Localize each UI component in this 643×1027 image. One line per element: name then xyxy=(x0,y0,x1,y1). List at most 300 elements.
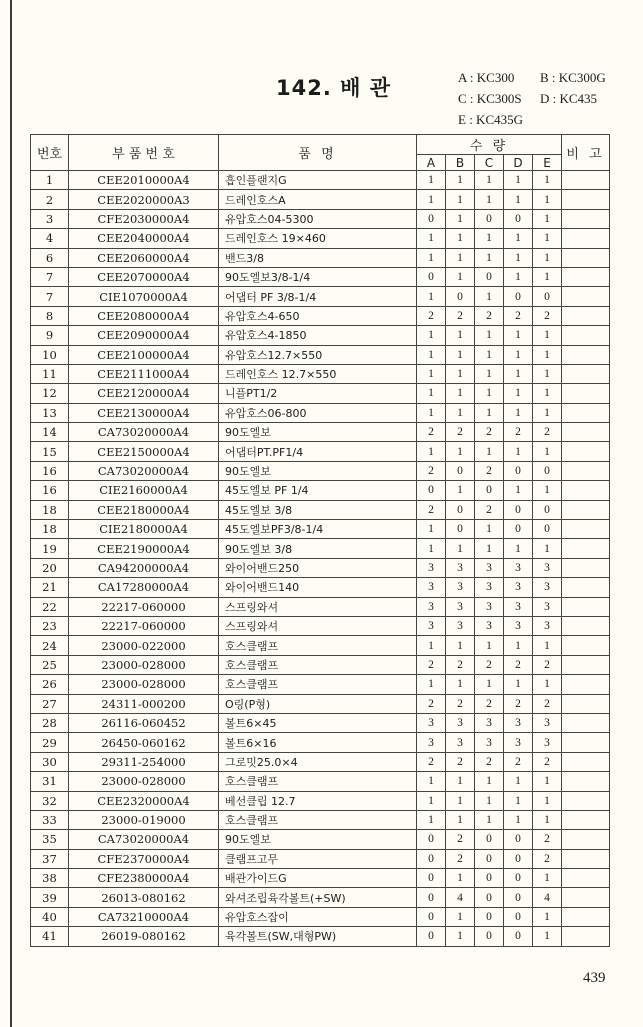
row-qty-d: 0 xyxy=(504,500,533,519)
row-qty-d: 1 xyxy=(504,384,533,403)
row-qty-e: 0 xyxy=(533,287,562,306)
row-qty-d: 3 xyxy=(504,558,533,577)
row-qty-c: 1 xyxy=(475,364,504,383)
row-qty-b: 2 xyxy=(446,306,475,325)
table-row xyxy=(31,849,610,868)
row-remarks xyxy=(562,927,610,946)
row-name: 어댑터PT.PF1/4 xyxy=(219,442,417,461)
table-row xyxy=(31,248,610,267)
row-qty-a: 3 xyxy=(417,597,446,616)
row-qty-b: 1 xyxy=(446,229,475,248)
row-qty-b: 3 xyxy=(446,578,475,597)
parts-table xyxy=(30,134,610,947)
row-qty-e: 1 xyxy=(533,171,562,190)
row-name: 와셔조립육각볼트(+SW) xyxy=(219,888,417,907)
row-part-no: CEE2060000A4 xyxy=(69,248,219,267)
row-qty-b: 2 xyxy=(446,752,475,771)
row-name: 베선클립 12.7 xyxy=(219,791,417,810)
row-qty-c: 1 xyxy=(475,326,504,345)
model-label-b: B : KC300G xyxy=(540,70,606,85)
row-remarks xyxy=(562,616,610,635)
row-qty-b: 2 xyxy=(446,423,475,442)
row-qty-d: 1 xyxy=(504,675,533,694)
row-remarks xyxy=(562,849,610,868)
row-no: 35 xyxy=(31,830,69,849)
row-qty-c: 1 xyxy=(475,248,504,267)
row-remarks xyxy=(562,190,610,209)
row-qty-a: 1 xyxy=(417,229,446,248)
row-qty-a: 3 xyxy=(417,558,446,577)
row-part-no: CFE2030000A4 xyxy=(69,209,219,228)
row-remarks xyxy=(562,248,610,267)
table-row xyxy=(31,752,610,771)
row-qty-a: 2 xyxy=(417,306,446,325)
row-no: 4 xyxy=(31,229,69,248)
row-qty-d: 0 xyxy=(504,907,533,926)
table-row xyxy=(31,403,610,422)
row-qty-e: 1 xyxy=(533,772,562,791)
row-qty-e: 2 xyxy=(533,849,562,868)
table-row xyxy=(31,636,610,655)
row-no: 19 xyxy=(31,539,69,558)
row-no: 26 xyxy=(31,675,69,694)
row-qty-c: 0 xyxy=(475,267,504,286)
row-name: 45도엘보 PF 1/4 xyxy=(219,481,417,500)
row-qty-e: 2 xyxy=(533,655,562,674)
row-name: 육각볼트(SW,대형PW) xyxy=(219,927,417,946)
row-qty-e: 1 xyxy=(533,403,562,422)
row-no: 20 xyxy=(31,558,69,577)
row-qty-e: 2 xyxy=(533,830,562,849)
row-name: 90도엘보3/8-1/4 xyxy=(219,267,417,286)
row-remarks xyxy=(562,364,610,383)
table-row xyxy=(31,209,610,228)
row-part-no: CEE2080000A4 xyxy=(69,306,219,325)
table-row xyxy=(31,907,610,926)
row-qty-b: 1 xyxy=(446,636,475,655)
binding-edge-line xyxy=(10,0,12,1027)
row-qty-c: 1 xyxy=(475,539,504,558)
row-qty-c: 1 xyxy=(475,345,504,364)
row-part-no: CEE2020000A3 xyxy=(69,190,219,209)
parts-table-body xyxy=(31,171,610,947)
row-name: 드레인호스A xyxy=(219,190,417,209)
row-no: 40 xyxy=(31,907,69,926)
table-row xyxy=(31,869,610,888)
row-qty-d: 1 xyxy=(504,326,533,345)
row-remarks xyxy=(562,423,610,442)
table-row xyxy=(31,190,610,209)
row-qty-b: 1 xyxy=(446,171,475,190)
row-remarks xyxy=(562,636,610,655)
row-no: 15 xyxy=(31,442,69,461)
row-name: 90도엘보 3/8 xyxy=(219,539,417,558)
table-row xyxy=(31,364,610,383)
row-qty-a: 0 xyxy=(417,481,446,500)
row-no: 33 xyxy=(31,810,69,829)
row-qty-d: 2 xyxy=(504,694,533,713)
row-qty-b: 1 xyxy=(446,364,475,383)
row-qty-a: 2 xyxy=(417,752,446,771)
row-qty-e: 0 xyxy=(533,461,562,480)
row-qty-b: 3 xyxy=(446,558,475,577)
row-qty-e: 1 xyxy=(533,345,562,364)
row-no: 32 xyxy=(31,791,69,810)
row-name: 유압호스12.7×550 xyxy=(219,345,417,364)
row-remarks xyxy=(562,345,610,364)
row-qty-d: 1 xyxy=(504,190,533,209)
row-name: 유압호스4-1850 xyxy=(219,326,417,345)
row-qty-a: 0 xyxy=(417,869,446,888)
row-qty-b: 0 xyxy=(446,520,475,539)
row-qty-e: 3 xyxy=(533,616,562,635)
row-part-no: 29311-254000 xyxy=(69,752,219,771)
row-part-no: 26013-080162 xyxy=(69,888,219,907)
row-name: 스프링와셔 xyxy=(219,616,417,635)
model-label-c: C : KC300S xyxy=(458,91,522,106)
row-no: 29 xyxy=(31,733,69,752)
row-no: 41 xyxy=(31,927,69,946)
row-name: 드레인호스 12.7×550 xyxy=(219,364,417,383)
row-qty-b: 1 xyxy=(446,442,475,461)
row-qty-e: 1 xyxy=(533,869,562,888)
row-name: 어댑터 PF 3/8-1/4 xyxy=(219,287,417,306)
row-qty-d: 1 xyxy=(504,539,533,558)
row-qty-d: 3 xyxy=(504,733,533,752)
row-name: 클램프고무 xyxy=(219,849,417,868)
row-name: 호스클램프 xyxy=(219,636,417,655)
row-qty-c: 3 xyxy=(475,713,504,732)
row-qty-e: 3 xyxy=(533,558,562,577)
row-no: 23 xyxy=(31,616,69,635)
table-row xyxy=(31,306,610,325)
row-qty-d: 0 xyxy=(504,927,533,946)
row-remarks xyxy=(562,810,610,829)
row-qty-d: 0 xyxy=(504,287,533,306)
row-part-no: CEE2111000A4 xyxy=(69,364,219,383)
row-qty-d: 0 xyxy=(504,209,533,228)
row-part-no: CA94200000A4 xyxy=(69,558,219,577)
header-part-no: 부 품 번 호 xyxy=(69,135,219,171)
row-qty-e: 3 xyxy=(533,597,562,616)
header-qty-d: D xyxy=(504,155,533,171)
row-no: 2 xyxy=(31,190,69,209)
row-no: 38 xyxy=(31,869,69,888)
row-name: 볼트6×16 xyxy=(219,733,417,752)
row-qty-c: 0 xyxy=(475,869,504,888)
row-qty-a: 0 xyxy=(417,209,446,228)
row-name: 와이어밴드250 xyxy=(219,558,417,577)
row-name: 90도엘보 xyxy=(219,830,417,849)
row-no: 22 xyxy=(31,597,69,616)
row-qty-d: 2 xyxy=(504,306,533,325)
row-qty-c: 2 xyxy=(475,655,504,674)
model-label-a: A : KC300 xyxy=(458,70,515,85)
row-part-no: CEE2090000A4 xyxy=(69,326,219,345)
row-name: 90도엘보 xyxy=(219,461,417,480)
row-no: 6 xyxy=(31,248,69,267)
row-no: 25 xyxy=(31,655,69,674)
row-qty-d: 1 xyxy=(504,364,533,383)
row-qty-b: 1 xyxy=(446,326,475,345)
row-qty-b: 1 xyxy=(446,907,475,926)
row-qty-d: 1 xyxy=(504,772,533,791)
row-remarks xyxy=(562,869,610,888)
row-qty-b: 1 xyxy=(446,345,475,364)
row-qty-b: 1 xyxy=(446,772,475,791)
row-name: 유압호스06-800 xyxy=(219,403,417,422)
row-qty-a: 1 xyxy=(417,248,446,267)
row-no: 39 xyxy=(31,888,69,907)
row-part-no: CEE2320000A4 xyxy=(69,791,219,810)
row-qty-d: 0 xyxy=(504,830,533,849)
row-name: 호스클램프 xyxy=(219,655,417,674)
row-qty-a: 1 xyxy=(417,364,446,383)
row-part-no: CA73020000A4 xyxy=(69,461,219,480)
row-qty-b: 1 xyxy=(446,267,475,286)
row-qty-b: 1 xyxy=(446,403,475,422)
row-qty-d: 1 xyxy=(504,791,533,810)
row-qty-c: 1 xyxy=(475,171,504,190)
row-no: 3 xyxy=(31,209,69,228)
table-row xyxy=(31,287,610,306)
row-no: 13 xyxy=(31,403,69,422)
row-qty-a: 2 xyxy=(417,694,446,713)
row-qty-b: 2 xyxy=(446,830,475,849)
row-qty-b: 2 xyxy=(446,849,475,868)
row-qty-a: 0 xyxy=(417,888,446,907)
table-row xyxy=(31,326,610,345)
row-qty-c: 1 xyxy=(475,636,504,655)
table-row xyxy=(31,810,610,829)
row-remarks xyxy=(562,209,610,228)
row-name: 호스클램프 xyxy=(219,810,417,829)
row-qty-c: 1 xyxy=(475,229,504,248)
row-qty-e: 2 xyxy=(533,306,562,325)
row-part-no: 23000-022000 xyxy=(69,636,219,655)
row-remarks xyxy=(562,306,610,325)
row-qty-c: 1 xyxy=(475,384,504,403)
header-qty-a: A xyxy=(417,155,446,171)
row-part-no: CIE1070000A4 xyxy=(69,287,219,306)
row-qty-c: 1 xyxy=(475,520,504,539)
row-qty-b: 1 xyxy=(446,190,475,209)
row-qty-c: 1 xyxy=(475,791,504,810)
row-qty-d: 1 xyxy=(504,636,533,655)
row-qty-e: 1 xyxy=(533,442,562,461)
row-qty-c: 1 xyxy=(475,190,504,209)
table-row xyxy=(31,229,610,248)
row-no: 37 xyxy=(31,849,69,868)
row-remarks xyxy=(562,500,610,519)
table-row xyxy=(31,655,610,674)
row-remarks xyxy=(562,907,610,926)
row-qty-e: 2 xyxy=(533,423,562,442)
model-label-e: E : KC435G xyxy=(458,112,523,127)
row-part-no: 23000-028000 xyxy=(69,675,219,694)
row-qty-a: 2 xyxy=(417,423,446,442)
row-no: 30 xyxy=(31,752,69,771)
row-qty-e: 1 xyxy=(533,248,562,267)
row-qty-a: 1 xyxy=(417,675,446,694)
row-part-no: CA73210000A4 xyxy=(69,907,219,926)
row-name: 니플PT1/2 xyxy=(219,384,417,403)
row-qty-a: 1 xyxy=(417,326,446,345)
row-qty-c: 3 xyxy=(475,616,504,635)
row-qty-a: 1 xyxy=(417,190,446,209)
header-remarks: 비 고 xyxy=(562,135,610,171)
row-qty-b: 3 xyxy=(446,733,475,752)
row-qty-b: 3 xyxy=(446,616,475,635)
table-row xyxy=(31,267,610,286)
row-qty-b: 0 xyxy=(446,500,475,519)
row-no: 7 xyxy=(31,267,69,286)
row-remarks xyxy=(562,461,610,480)
row-remarks xyxy=(562,772,610,791)
row-remarks xyxy=(562,384,610,403)
row-no: 18 xyxy=(31,520,69,539)
table-row xyxy=(31,578,610,597)
row-name: 스프링와셔 xyxy=(219,597,417,616)
row-qty-e: 1 xyxy=(533,481,562,500)
row-qty-d: 2 xyxy=(504,655,533,674)
row-part-no: 23000-019000 xyxy=(69,810,219,829)
row-name: 드레인호스 19×460 xyxy=(219,229,417,248)
row-part-no: CIE2160000A4 xyxy=(69,481,219,500)
row-qty-c: 1 xyxy=(475,403,504,422)
row-name: 호스클램프 xyxy=(219,772,417,791)
row-remarks xyxy=(562,597,610,616)
row-qty-d: 0 xyxy=(504,520,533,539)
row-remarks xyxy=(562,229,610,248)
row-qty-c: 1 xyxy=(475,675,504,694)
page-number: 439 xyxy=(583,970,606,986)
row-qty-a: 1 xyxy=(417,171,446,190)
row-remarks xyxy=(562,558,610,577)
row-qty-d: 3 xyxy=(504,616,533,635)
row-qty-e: 1 xyxy=(533,927,562,946)
row-part-no: 23000-028000 xyxy=(69,772,219,791)
row-no: 14 xyxy=(31,423,69,442)
row-qty-c: 3 xyxy=(475,578,504,597)
row-no: 7 xyxy=(31,287,69,306)
row-qty-c: 2 xyxy=(475,423,504,442)
row-part-no: 26116-060452 xyxy=(69,713,219,732)
row-remarks xyxy=(562,733,610,752)
row-part-no: CEE2180000A4 xyxy=(69,500,219,519)
table-row xyxy=(31,423,610,442)
row-qty-a: 1 xyxy=(417,345,446,364)
row-part-no: CA73020000A4 xyxy=(69,423,219,442)
row-qty-e: 3 xyxy=(533,578,562,597)
row-name: 볼트6×45 xyxy=(219,713,417,732)
row-qty-c: 2 xyxy=(475,500,504,519)
row-qty-d: 1 xyxy=(504,267,533,286)
row-qty-a: 3 xyxy=(417,733,446,752)
header-name: 품 명 xyxy=(219,135,417,171)
row-part-no: CEE2040000A4 xyxy=(69,229,219,248)
row-qty-c: 1 xyxy=(475,442,504,461)
row-qty-b: 0 xyxy=(446,461,475,480)
row-qty-d: 1 xyxy=(504,229,533,248)
row-name: O링(P형) xyxy=(219,694,417,713)
row-no: 10 xyxy=(31,345,69,364)
row-remarks xyxy=(562,481,610,500)
row-qty-e: 3 xyxy=(533,713,562,732)
row-part-no: 26450-060162 xyxy=(69,733,219,752)
row-qty-d: 1 xyxy=(504,481,533,500)
row-part-no: CEE2100000A4 xyxy=(69,345,219,364)
table-row xyxy=(31,384,610,403)
row-part-no: 23000-028000 xyxy=(69,655,219,674)
row-qty-a: 2 xyxy=(417,500,446,519)
row-part-no: CIE2180000A4 xyxy=(69,520,219,539)
row-qty-c: 3 xyxy=(475,597,504,616)
row-qty-c: 2 xyxy=(475,461,504,480)
row-remarks xyxy=(562,520,610,539)
row-qty-e: 1 xyxy=(533,209,562,228)
header-no: 번호 xyxy=(31,135,69,171)
row-no: 31 xyxy=(31,772,69,791)
row-qty-a: 0 xyxy=(417,927,446,946)
row-name: 유압호스4-650 xyxy=(219,306,417,325)
header-qty-b: B xyxy=(446,155,475,171)
row-qty-e: 1 xyxy=(533,190,562,209)
row-no: 21 xyxy=(31,578,69,597)
row-qty-d: 3 xyxy=(504,713,533,732)
row-part-no: CFE2370000A4 xyxy=(69,849,219,868)
row-qty-c: 0 xyxy=(475,849,504,868)
row-no: 9 xyxy=(31,326,69,345)
row-qty-b: 4 xyxy=(446,888,475,907)
row-remarks xyxy=(562,791,610,810)
row-qty-b: 3 xyxy=(446,713,475,732)
row-qty-e: 0 xyxy=(533,500,562,519)
row-remarks xyxy=(562,713,610,732)
row-qty-b: 1 xyxy=(446,869,475,888)
row-remarks xyxy=(562,171,610,190)
row-remarks xyxy=(562,830,610,849)
row-qty-b: 2 xyxy=(446,655,475,674)
table-row xyxy=(31,830,610,849)
table-row xyxy=(31,675,610,694)
row-no: 11 xyxy=(31,364,69,383)
row-qty-c: 0 xyxy=(475,888,504,907)
row-qty-d: 3 xyxy=(504,578,533,597)
table-row xyxy=(31,481,610,500)
row-qty-c: 0 xyxy=(475,830,504,849)
row-remarks xyxy=(562,752,610,771)
row-qty-e: 1 xyxy=(533,636,562,655)
row-qty-a: 3 xyxy=(417,713,446,732)
row-name: 90도엘보 xyxy=(219,423,417,442)
row-qty-e: 2 xyxy=(533,694,562,713)
row-name: 호스클램프 xyxy=(219,675,417,694)
row-name: 와이어밴드140 xyxy=(219,578,417,597)
row-qty-e: 4 xyxy=(533,888,562,907)
row-part-no: 26019-080162 xyxy=(69,927,219,946)
table-row xyxy=(31,791,610,810)
row-qty-e: 1 xyxy=(533,907,562,926)
row-qty-c: 0 xyxy=(475,209,504,228)
row-name: 배관가이드G xyxy=(219,869,417,888)
row-qty-d: 0 xyxy=(504,849,533,868)
row-qty-a: 1 xyxy=(417,384,446,403)
table-row xyxy=(31,442,610,461)
row-part-no: CEE2070000A4 xyxy=(69,267,219,286)
row-qty-a: 0 xyxy=(417,267,446,286)
row-remarks xyxy=(562,267,610,286)
